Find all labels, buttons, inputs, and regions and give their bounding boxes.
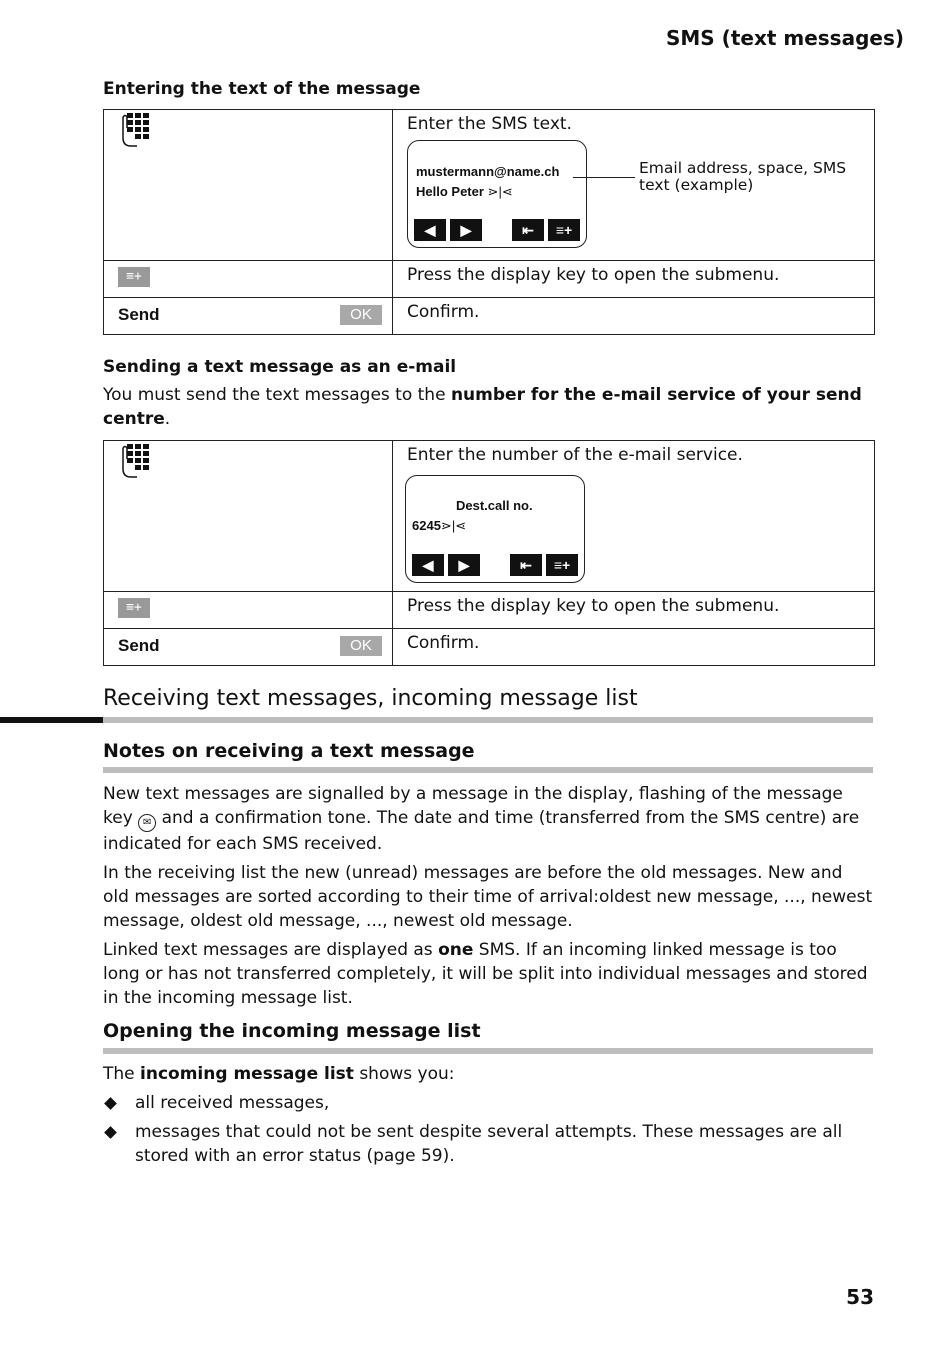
paragraph-3 <box>103 938 873 1010</box>
ok-key[interactable]: OK <box>340 305 382 325</box>
opening-heading: Opening the incoming message list <box>103 1020 481 1042</box>
page-header-title: SMS (text messages) <box>666 26 904 50</box>
p3-bold: one <box>438 940 474 960</box>
entering-step1-text: Enter the SMS text. <box>407 114 572 134</box>
display-line-2 <box>416 184 513 200</box>
paragraph-1 <box>103 782 873 856</box>
send-label: Send <box>118 636 160 655</box>
opening-rule <box>103 1048 873 1054</box>
display-line-1: Dest.call no. <box>456 498 533 513</box>
receiving-heading: Receiving text messages, incoming message list <box>103 686 638 711</box>
receiving-body <box>103 782 873 1015</box>
keypad-icon <box>119 112 155 148</box>
entering-step1-cell <box>393 110 875 261</box>
paragraph-2: In the receiving list the new (unread) messages are before the old messages. New and old messages are sorted according to their time of arrival:oldest new message, ..., newest message, oldest old message, ..., newest old message. <box>103 863 873 931</box>
message-key-icon: ✉ <box>138 814 156 832</box>
display-line-2 <box>412 518 466 534</box>
menu-key-icon[interactable]: ≡+ <box>118 267 150 287</box>
entering-heading: Entering the text of the message <box>103 79 421 99</box>
sending-step3-text: Confirm. <box>393 629 875 666</box>
diamond-bullet-icon <box>104 1126 117 1139</box>
p4-bold: incoming message list <box>140 1064 354 1084</box>
p4-part-b: shows you: <box>353 1064 455 1084</box>
sending-step2-text: Press the display key to open the submenu. <box>393 592 875 629</box>
arrow-right-icon[interactable]: ▶ <box>450 219 482 241</box>
handset-display <box>407 140 587 248</box>
entering-step3-text: Confirm. <box>393 298 875 335</box>
ok-key[interactable]: OK <box>340 636 382 656</box>
arrow-right-icon[interactable]: ▶ <box>448 554 480 576</box>
list-item <box>103 1091 873 1115</box>
section-rule-marker <box>0 717 103 723</box>
display-line-2-text: 6245 <box>412 518 441 533</box>
sending-intro-post: . <box>164 409 171 429</box>
paragraph-4 <box>103 1062 873 1086</box>
delete-back-icon[interactable]: ⇤ <box>512 219 544 241</box>
keypad-icon <box>119 443 155 479</box>
page-number: 53 <box>846 1285 874 1309</box>
diamond-bullet-icon <box>104 1097 117 1110</box>
send-label: Send <box>118 305 160 324</box>
sending-steps-table <box>103 440 875 666</box>
display-softkeys <box>412 554 578 576</box>
p3-part-b: SMS. If an incoming linked message is too long or has not transferred completely, it will be split into individual messages and stored in the incoming message list. <box>103 940 868 1008</box>
menu-icon[interactable]: ≡+ <box>546 554 578 576</box>
delete-back-icon[interactable]: ⇤ <box>510 554 542 576</box>
list-item-text: all received messages, <box>135 1093 330 1113</box>
menu-key-icon[interactable]: ≡+ <box>118 598 150 618</box>
display-softkeys <box>414 219 580 241</box>
sending-intro-bold: number for the e-mail service of your send centre <box>103 385 862 429</box>
list-item <box>103 1120 873 1168</box>
display-line-1: mustermann@name.ch <box>416 164 560 179</box>
sending-intro <box>103 383 873 431</box>
arrow-left-icon[interactable]: ◀ <box>414 219 446 241</box>
cursor-icon: ⋗|⋖ <box>487 184 513 199</box>
entering-step2-text: Press the display key to open the submenu. <box>393 261 875 298</box>
menu-icon[interactable]: ≡+ <box>548 219 580 241</box>
sending-intro-pre: You must send the text messages to the <box>103 385 451 405</box>
entering-steps-table <box>103 109 875 335</box>
p3-part-a: Linked text messages are displayed as <box>103 940 439 960</box>
display-callout: Email address, space, SMS text (example) <box>639 159 847 194</box>
keypad-cell <box>104 110 393 261</box>
handset-display <box>405 475 585 583</box>
arrow-left-icon[interactable]: ◀ <box>412 554 444 576</box>
cursor-icon: ⋗|⋖ <box>440 518 467 533</box>
sending-heading: Sending a text message as an e-mail <box>103 357 457 377</box>
section-rule <box>103 717 873 723</box>
bullet-list <box>103 1091 873 1173</box>
callout-line <box>573 177 635 178</box>
p1-part-b: and a confirmation tone. The date and time (transferred from the SMS centre) are indicated for each SMS received. <box>103 808 860 854</box>
display-line-2-text: Hello Peter <box>416 184 484 199</box>
p4-part-a: The <box>103 1064 141 1084</box>
sending-step1-text: Enter the number of the e-mail service. <box>407 445 743 465</box>
notes-heading: Notes on receiving a text message <box>103 740 475 762</box>
p1-part-a: New text messages are signalled by a message in the display, flashing of the message key <box>103 784 843 828</box>
notes-rule <box>103 767 873 773</box>
list-item-text: messages that could not be sent despite several attempts. These messages are all stored with an error status (page 59). <box>135 1122 843 1166</box>
